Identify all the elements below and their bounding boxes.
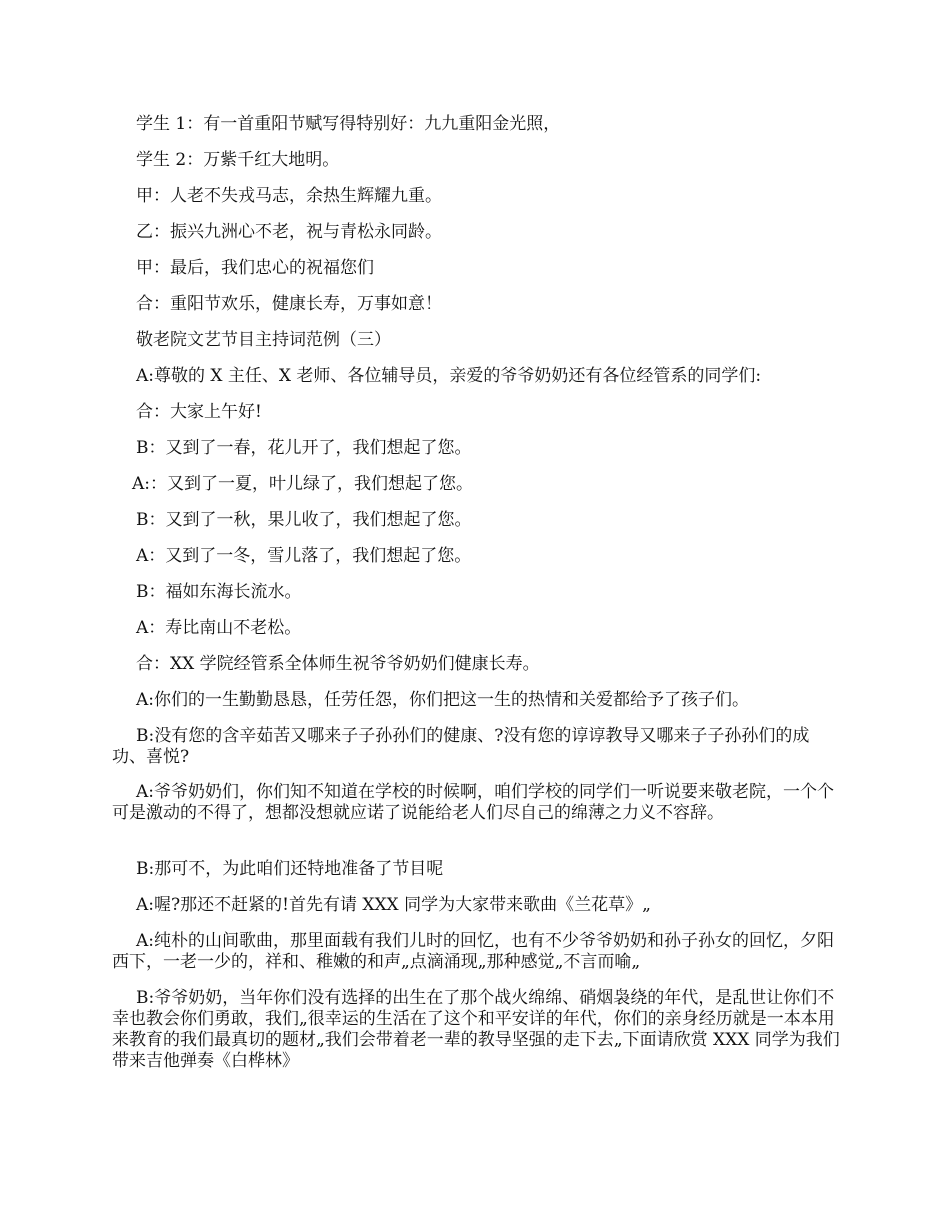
paragraph-jia-1: 甲：人老不失戎马志，余热生辉耀九重。 <box>136 186 442 206</box>
paragraph-student1: 学生 1：有一首重阳节赋写得特别好：九九重阳金光照， <box>136 114 561 134</box>
paragraph-yi: 乙：振兴九洲心不老，祝与青松永同龄。 <box>136 222 442 242</box>
paragraph-he-2: 合：大家上午好! <box>136 402 262 422</box>
paragraph-he-1: 合：重阳节欢乐，健康长寿，万事如意！ <box>136 294 442 314</box>
paragraph-b-spring: B：又到了一春，花儿开了，我们想起了您。 <box>136 438 472 458</box>
paragraph-a-mountain-song: A:纯朴的山间歌曲，那里面载有我们儿时的回忆，也有不少爷爷奶奶和孙子孙女的回忆，夕阳西下，一老一少的，祥和、稚嫩的和声„点滴涌现„那种感觉„不言而喻„ <box>112 931 835 972</box>
paragraph-a-lifetime: A:你们的一生勤勤恳恳，任劳任怨，你们把这一生的热情和关爱都给予了孩子们。 <box>136 690 750 710</box>
paragraph-a-blessing: A：寿比南山不老松。 <box>136 618 302 638</box>
paragraph-a-summer: A:：又到了一夏，叶儿绿了，我们想起了您。 <box>132 474 474 494</box>
section-heading: 敬老院文艺节目主持词范例（三） <box>136 330 391 350</box>
paragraph-he-3: 合：XX 学院经管系全体师生祝爷爷奶奶们健康长寿。 <box>136 654 540 674</box>
paragraph-a-winter: A：又到了一冬，雪儿落了，我们想起了您。 <box>136 546 472 566</box>
paragraph-b-blessing: B：福如东海长流水。 <box>136 582 302 602</box>
paragraph-b-hardship: B:没有您的含辛茹苦又哪来子子孙孙们的健康、?没有您的谆谆教导又哪来子子孙孙们的成功、喜悦? <box>112 726 810 767</box>
paragraph-jia-2: 甲：最后，我们忠心的祝福您们 <box>136 258 374 278</box>
paragraph-a-greeting: A:尊敬的 X 主任、X 老师、各位辅导员，亲爱的爷爷奶奶还有各位经管系的同学们: <box>136 366 762 386</box>
paragraph-student2: 学生 2：万紫千红大地明。 <box>136 150 340 170</box>
paragraph-b-autumn: B：又到了一秋，果儿收了，我们想起了您。 <box>136 510 472 530</box>
paragraph-a-first-song: A:喔?那还不赶紧的!首先有请 XXX 同学为大家带来歌曲《兰花草》„ <box>136 895 651 915</box>
paragraph-a-excited: A:爷爷奶奶们，你们知不知道在学校的时候啊，咱们学校的同学们一听说要来敬老院，一个个可是激动的不得了，想都没想就应诺了说能给老人们尽自己的绵薄之力义不容辞。 <box>112 782 835 823</box>
paragraph-b-prepared: B:那可不，为此咱们还特地准备了节目呢 <box>136 859 444 879</box>
paragraph-b-guitar: B:爷爷奶奶，当年你们没有选择的出生在了那个战火绵绵、硝烟袅绕的年代，是乱世让你们不幸也教会你们勇敢，我们„很幸运的生活在了这个和平安详的年代，你们的亲身经历就是一本本用来教育的我们最真切的题材„我们会带着老一辈的教导坚强的走下去„下面请欣赏 XXX 同学为我们带来吉他弹奏《白桦林》 <box>112 988 840 1071</box>
